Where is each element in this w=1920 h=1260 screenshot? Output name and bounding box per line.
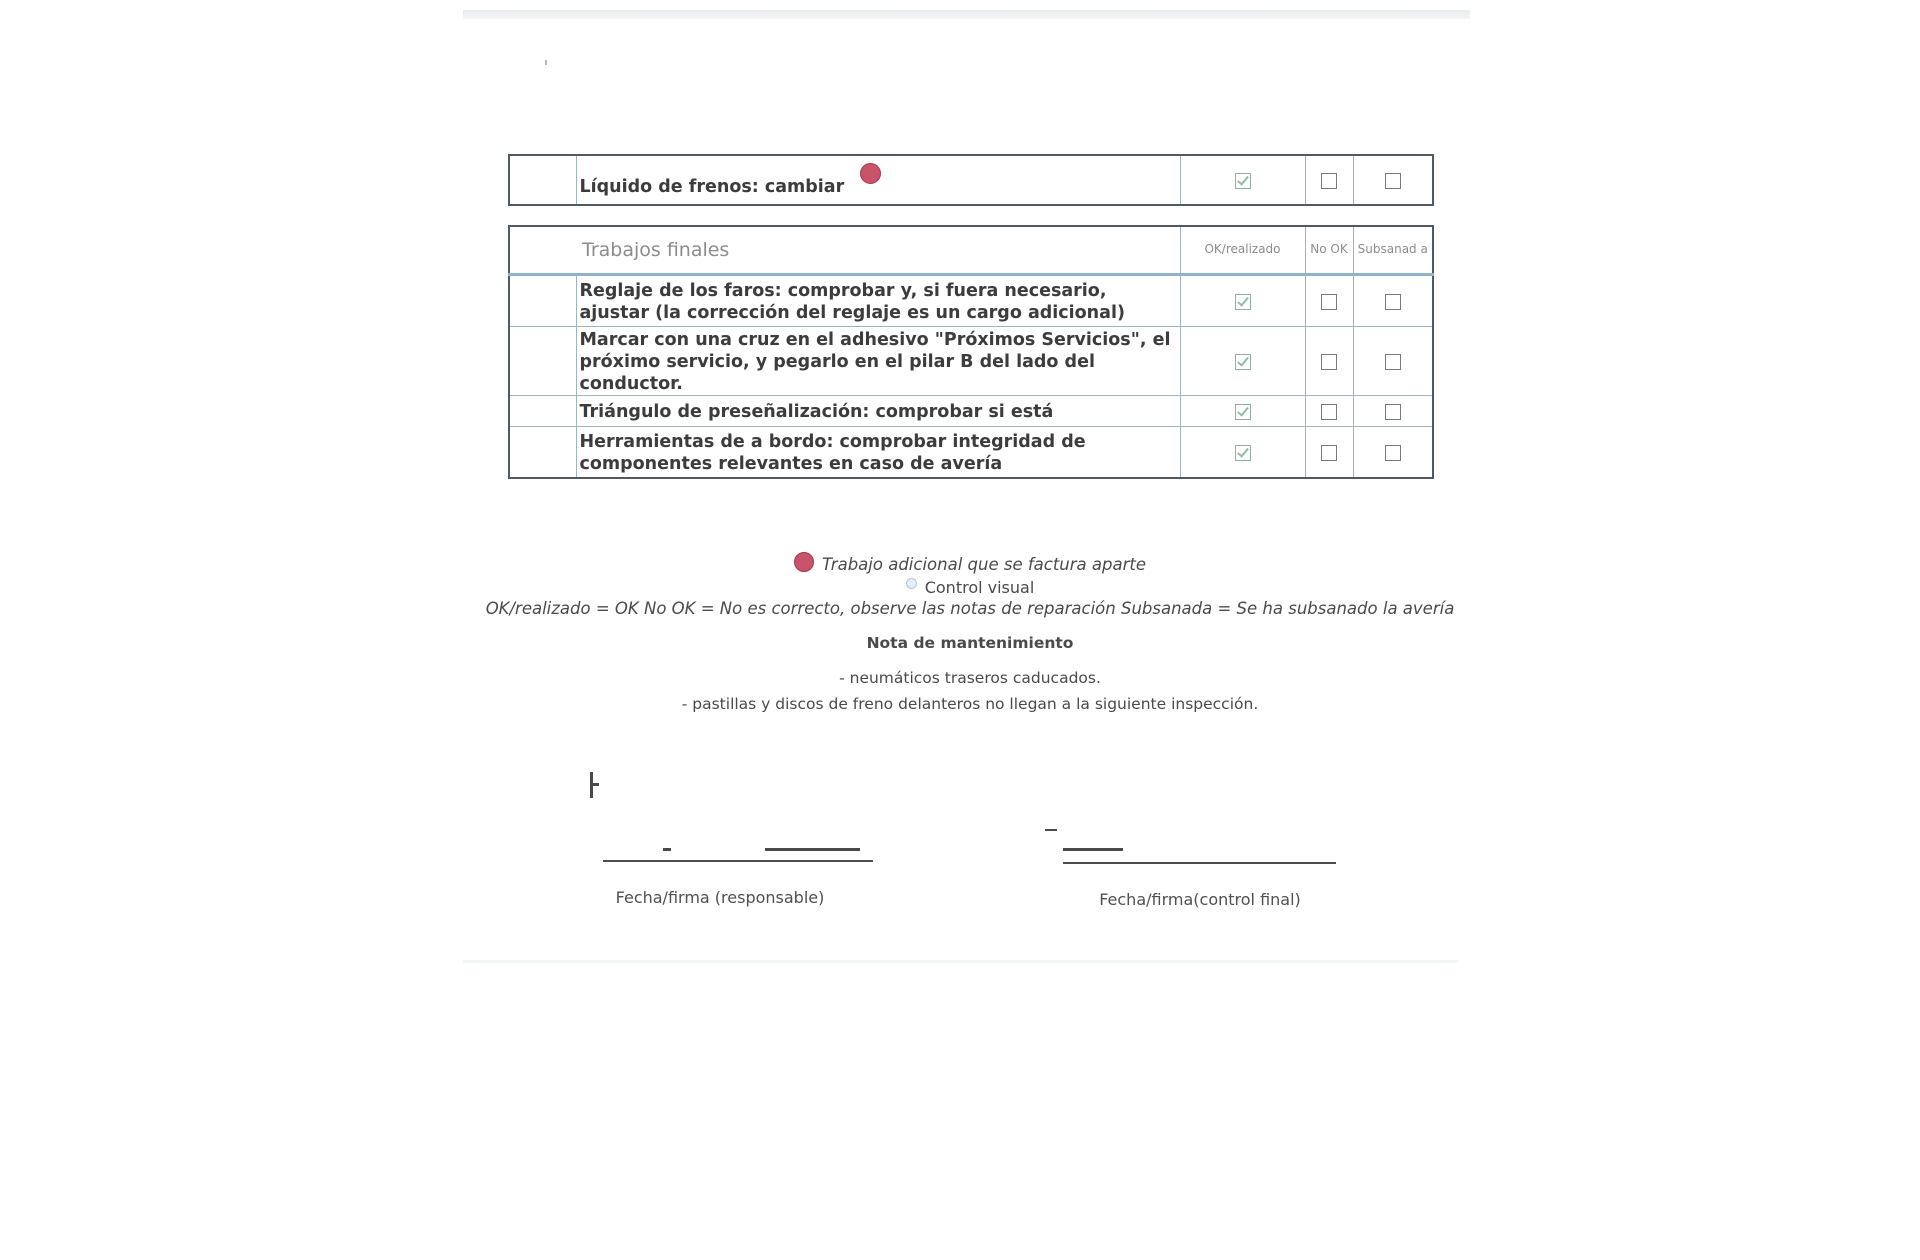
redacted-signature-fragment <box>765 848 860 851</box>
column-header-ok: OK/realizado <box>1180 226 1305 274</box>
no-ok-checkbox[interactable] <box>1321 445 1337 461</box>
ok-cell <box>1180 426 1305 478</box>
responsible-signature-label: Fecha/firma (responsable) <box>615 888 825 907</box>
table-row <box>509 155 1433 205</box>
subsanada-cell <box>1353 274 1433 326</box>
ok-checkbox[interactable] <box>1235 173 1251 189</box>
row-spacer-cell <box>509 395 576 426</box>
maintenance-note-line: - pastillas y discos de freno delanteros no llegan a la siguiente inspección. <box>681 695 1259 713</box>
row-label: Triángulo de preseñalización: comprobar si está <box>576 395 1180 426</box>
final-control-signature-label: Fecha/firma(control final) <box>1099 890 1301 909</box>
subsanada-checkbox[interactable] <box>1385 294 1401 310</box>
table-row <box>509 274 1433 326</box>
additional-work-dot-icon <box>794 552 814 572</box>
maintenance-note-title: Nota de mantenimiento <box>866 634 1074 652</box>
table-row <box>509 326 1433 395</box>
ok-cell <box>1180 274 1305 326</box>
no-ok-cell <box>1305 326 1353 395</box>
row-label: Herramientas de a bordo: comprobar integridad de componentes relevantes en caso de avería <box>576 426 1180 478</box>
legend-visual-control-text: Control visual <box>924 578 1035 597</box>
legend-status-explanation: OK/realizado = OK No OK = No es correcto, observe las notas de reparación Subsanada = Se ha subsanado la avería <box>485 599 1455 618</box>
header-spacer-cell <box>509 226 576 274</box>
subsanada-checkbox[interactable] <box>1385 173 1401 189</box>
ok-checkbox[interactable] <box>1235 294 1251 310</box>
row-label: Reglaje de los faros: comprobar y, si fuera necesario, ajustar (la corrección del reglaje es un cargo adicional) <box>576 274 1180 326</box>
eye-icon <box>906 578 917 589</box>
brake-fluid-cell <box>576 155 1180 205</box>
brake-fluid-table <box>508 154 1434 206</box>
redacted-signature-fragment <box>1063 848 1123 851</box>
subsanada-checkbox[interactable] <box>1385 354 1401 370</box>
scan-bottom-edge <box>463 960 1458 963</box>
column-header-subsanada: Subsanad a <box>1353 226 1433 274</box>
no-ok-checkbox[interactable] <box>1321 173 1337 189</box>
row-spacer-cell <box>509 155 576 205</box>
row-spacer-cell <box>509 426 576 478</box>
subsanada-checkbox[interactable] <box>1385 404 1401 420</box>
scan-speck <box>545 60 547 65</box>
no-ok-cell <box>1305 155 1353 205</box>
maintenance-note-line: - neumáticos traseros caducados. <box>839 669 1101 687</box>
ok-checkbox[interactable] <box>1235 354 1251 370</box>
subsanada-cell <box>1353 326 1433 395</box>
redacted-signature-fragment <box>663 848 671 851</box>
ok-cell <box>1180 395 1305 426</box>
subsanada-cell <box>1353 426 1433 478</box>
ok-checkbox[interactable] <box>1235 404 1251 420</box>
no-ok-cell <box>1305 395 1353 426</box>
ok-checkbox[interactable] <box>1235 445 1251 461</box>
table-row <box>509 395 1433 426</box>
row-label: Marcar con una cruz en el adhesivo "Próximos Servicios", el próximo servicio, y pegarlo en el pilar B del lado del conductor. <box>576 326 1180 395</box>
text-cursor-mark <box>590 772 593 798</box>
subsanada-cell <box>1353 155 1433 205</box>
brake-fluid-label: Líquido de frenos: cambiar <box>579 176 845 197</box>
subsanada-cell <box>1353 395 1433 426</box>
column-header-no-ok: No OK <box>1305 226 1353 274</box>
legend-visual-control <box>400 578 1540 597</box>
no-ok-checkbox[interactable] <box>1321 404 1337 420</box>
no-ok-cell <box>1305 274 1353 326</box>
legend-additional-work <box>400 550 1540 574</box>
legend-additional-work-text: Trabajo adicional que se factura aparte <box>822 555 1146 574</box>
no-ok-checkbox[interactable] <box>1321 294 1337 310</box>
row-spacer-cell <box>509 274 576 326</box>
table-header-row <box>509 226 1433 274</box>
ok-cell <box>1180 155 1305 205</box>
section-title: Trabajos finales <box>576 226 1180 274</box>
ok-cell <box>1180 326 1305 395</box>
additional-work-dot-icon <box>860 163 881 184</box>
table-row <box>509 426 1433 478</box>
scan-top-edge <box>463 10 1470 19</box>
responsible-signature-line <box>603 860 873 862</box>
final-control-signature-line <box>1063 862 1336 864</box>
row-spacer-cell <box>509 326 576 395</box>
no-ok-cell <box>1305 426 1353 478</box>
subsanada-checkbox[interactable] <box>1385 445 1401 461</box>
no-ok-checkbox[interactable] <box>1321 354 1337 370</box>
final-work-table <box>508 225 1434 479</box>
redacted-signature-fragment <box>1045 829 1057 831</box>
